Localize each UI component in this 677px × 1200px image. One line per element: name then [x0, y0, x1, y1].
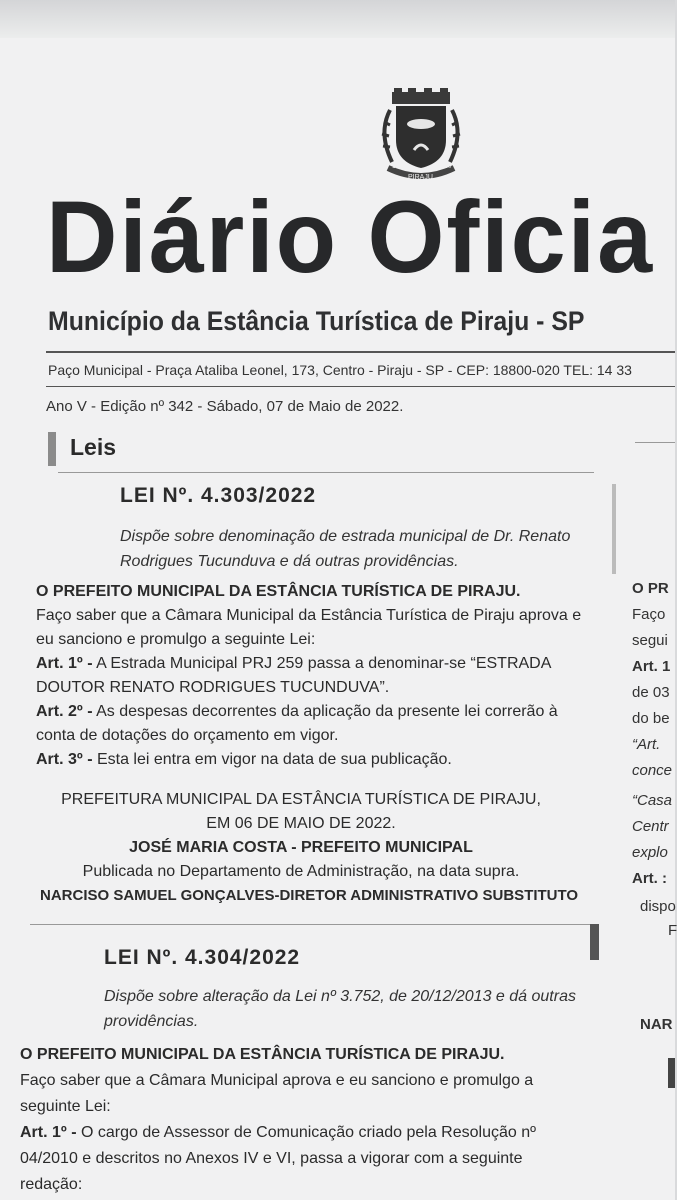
right-col-line: segui	[632, 632, 668, 649]
law-1-art3-label: Art. 3º -	[36, 751, 93, 768]
right-column-rule	[635, 442, 675, 443]
law-1-art2	[36, 700, 598, 724]
law-2-ementa-line: providências.	[104, 1013, 199, 1030]
crest-year-left: 1871	[392, 164, 406, 170]
right-col-line: O PR	[632, 580, 669, 597]
right-col-line: explo	[632, 844, 668, 861]
law-1-intro-line: eu sanciono e promulgo a seguinte Lei:	[36, 631, 316, 648]
right-col-line: Faço	[632, 606, 666, 623]
address-line: Paço Municipal - Praça Ataliba Leonel, 173, Centro - Piraju - SP - CEP: 18800-020 TEL: 14 33	[48, 362, 632, 378]
law-2-art1-cont: 04/2010 e descritos no Anexos IV e VI, passa a vigorar com a seguinte	[20, 1150, 523, 1167]
law-1-title: LEI Nº. 4.303/2022	[120, 484, 317, 507]
right-col-line: F	[668, 922, 677, 939]
right-col-line: “Art.	[632, 736, 661, 753]
law-1-ementa	[120, 524, 596, 574]
law-1-art1-text: A Estrada Municipal PRJ 259 passa a denominar-se “ESTRADA	[92, 655, 552, 672]
edition-line: Ano V - Edição nº 342 - Sábado, 07 de Maio de 2022.	[46, 398, 404, 415]
law-1-heading: O PREFEITO MUNICIPAL DA ESTÂNCIA TURÍSTICA DE PIRAJU.	[36, 583, 521, 600]
law-1-body	[36, 580, 598, 772]
law-2-ementa	[104, 984, 600, 1034]
law-2-ementa-line: Dispõe sobre alteração da Lei nº 3.752, de 20/12/2013 e dá outras	[104, 988, 576, 1005]
header-rule-bottom	[46, 386, 675, 387]
law-1-art1-cont: DOUTOR RENATO RODRIGUES TUCUNDUVA”.	[36, 679, 390, 696]
law-1-art3	[36, 748, 598, 772]
coat-of-arms-icon	[370, 88, 472, 188]
law-1-closing-line: PREFEITURA MUNICIPAL DA ESTÂNCIA TURÍSTICA DE PIRAJU,	[61, 791, 541, 808]
section-title: Leis	[70, 434, 117, 460]
law-1-ementa-line: Rodrigues Tucunduva e dá outras providências.	[120, 553, 459, 570]
page-top-shadow	[0, 0, 675, 38]
law-1-art2-text: As despesas decorrentes da aplicação da presente lei correrão à	[92, 703, 558, 720]
right-col-line: Art. 1	[632, 658, 671, 675]
law-2-title: LEI Nº. 4.304/2022	[104, 946, 301, 969]
law-1-intro-line: Faço saber que a Câmara Municipal da Estância Turística de Piraju aprova e	[36, 607, 582, 624]
crest-year-right: 1880	[438, 164, 452, 170]
law-1-closing-line: EM 06 DE MAIO DE 2022.	[206, 815, 396, 832]
law-separator	[30, 924, 598, 925]
law-2-intro-line: seguinte Lei:	[20, 1098, 111, 1115]
section-marker	[48, 432, 56, 466]
law-1-closing	[36, 788, 566, 884]
law-2-marker	[590, 924, 599, 960]
right-col-line: do be	[632, 710, 670, 727]
header-rule-top	[46, 351, 675, 353]
law-1-ementa-line: Dispõe sobre denominação de estrada municipal de Dr. Renato	[120, 528, 571, 545]
law-1-art1-label: Art. 1º -	[36, 655, 93, 672]
law-2-art1-text: O cargo de Assessor de Comunicação criado pela Resolução nº	[76, 1124, 536, 1141]
right-col-line: Art. :	[632, 870, 667, 887]
right-col-line: conce	[632, 762, 673, 779]
crest-motto: PIRAJU	[408, 174, 433, 181]
law-1-director: NARCISO SAMUEL GONÇALVES-DIRETOR ADMINISTRATIVO SUBSTITUTO	[40, 887, 579, 904]
right-col-line: Centr	[632, 818, 669, 835]
law-1-art1	[36, 652, 598, 676]
right-col-line: “Casa	[632, 792, 673, 809]
masthead-subtitle: Município da Estância Turística de Piraju - SP	[48, 306, 585, 336]
section-rule	[58, 472, 594, 473]
law-2-art1	[20, 1120, 600, 1146]
masthead-title: Diário Oficia	[46, 180, 655, 294]
law-2-art1-cont: redação:	[20, 1176, 83, 1193]
right-col-line: NAR	[640, 1016, 673, 1033]
law-1-art3-text: Esta lei entra em vigor na data de sua publicação.	[92, 751, 452, 768]
law-2-intro-line: Faço saber que a Câmara Municipal aprova e eu sanciono e promulgo a	[20, 1072, 534, 1089]
law-1-signer: JOSÉ MARIA COSTA - PREFEITO MUNICIPAL	[129, 839, 473, 856]
law-1-art2-cont: conta de dotações do orçamento em vigor.	[36, 727, 339, 744]
column-divider	[612, 484, 616, 574]
law-2-heading: O PREFEITO MUNICIPAL DA ESTÂNCIA TURÍSTICA DE PIRAJU.	[20, 1046, 505, 1063]
law-2-art1-label: Art. 1º -	[20, 1124, 77, 1141]
law-1-published: Publicada no Departamento de Administração, na data supra.	[82, 863, 520, 880]
right-section-marker	[668, 1058, 675, 1088]
law-1-art2-label: Art. 2º -	[36, 703, 93, 720]
right-col-line: de 03	[632, 684, 670, 701]
right-col-line: dispo	[640, 898, 676, 915]
law-2-body	[20, 1042, 600, 1198]
